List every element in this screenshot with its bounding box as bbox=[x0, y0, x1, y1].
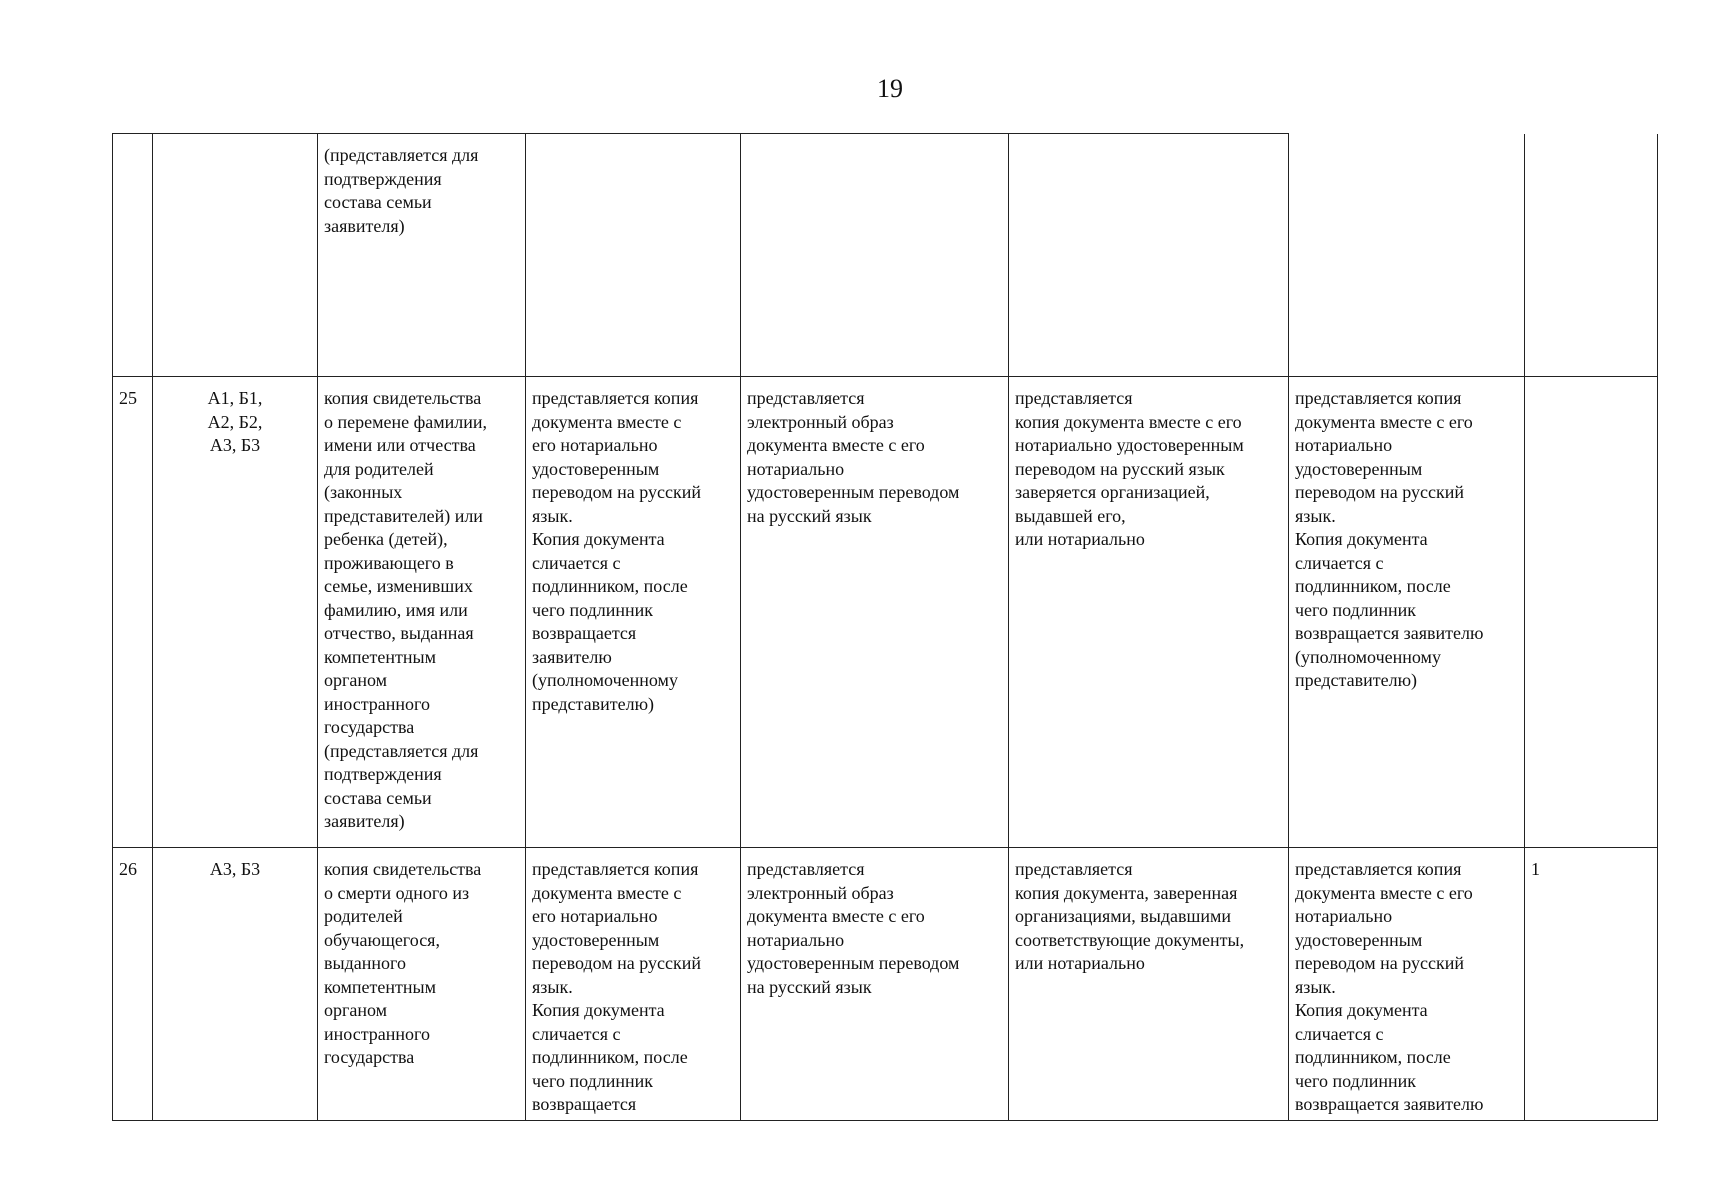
submission-mfc-cell bbox=[1289, 134, 1525, 377]
submission-in-person-cell bbox=[526, 134, 741, 377]
row-number-cell: 26 bbox=[113, 848, 153, 1121]
submission-mfc-cell: представляется копия документа вместе с его нотариально удостоверенным переводом на русский язык. Копия документа сличается с подлинником, после чего подлинник возвращается заявителю (уполномоченному представителю) bbox=[1289, 377, 1525, 848]
row-number-cell bbox=[113, 134, 153, 377]
submission-post-cell bbox=[1009, 134, 1289, 377]
quantity-cell bbox=[1525, 134, 1658, 377]
document-cell: (представляется для подтверждения состава семьи заявителя) bbox=[318, 134, 526, 377]
submission-electronic-cell bbox=[741, 134, 1009, 377]
requirements-table bbox=[112, 133, 1658, 1121]
submission-in-person-cell: представляется копия документа вместе с его нотариально удостоверенным переводом на русский язык. Копия документа сличается с подлинником, после чего подлинник возвращается заявителю (уполномоченному представителю) bbox=[526, 377, 741, 848]
page-number: 19 bbox=[877, 74, 903, 103]
quantity-cell: 1 bbox=[1525, 848, 1658, 1121]
table-row bbox=[113, 377, 1658, 848]
quantity-cell bbox=[1525, 377, 1658, 848]
submission-in-person-cell: представляется копия документа вместе с его нотариально удостоверенным переводом на русский язык. Копия документа сличается с подлинником, после чего подлинник возвращается bbox=[526, 848, 741, 1121]
document-cell: копия свидетельства о смерти одного из родителей обучающегося, выданного компетентным органом иностранного государства bbox=[318, 848, 526, 1121]
submission-electronic-cell: представляется электронный образ документа вместе с его нотариально удостоверенным переводом на русский язык bbox=[741, 377, 1009, 848]
row-number-cell: 25 bbox=[113, 377, 153, 848]
categories-cell bbox=[153, 134, 318, 377]
submission-post-cell: представляется копия документа, заверенная организациями, выдавшими соответствующие документы, или нотариально bbox=[1009, 848, 1289, 1121]
submission-electronic-cell: представляется электронный образ документа вместе с его нотариально удостоверенным переводом на русский язык bbox=[741, 848, 1009, 1121]
submission-post-cell: представляется копия документа вместе с его нотариально удостоверенным переводом на русский язык заверяется организацией, выдавшей его, или нотариально bbox=[1009, 377, 1289, 848]
document-cell: копия свидетельства о перемене фамилии, имени или отчества для родителей (законных представителей) или ребенка (детей), проживающего в семье, изменивших фамилию, имя или отчество, выданная компетентным органом иностранного государства (представляется для подтверждения состава семьи заявителя) bbox=[318, 377, 526, 848]
categories-cell: А1, Б1, А2, Б2, А3, Б3 bbox=[153, 377, 318, 848]
categories-cell: А3, Б3 bbox=[153, 848, 318, 1121]
table-row bbox=[113, 134, 1658, 377]
submission-mfc-cell: представляется копия документа вместе с его нотариально удостоверенным переводом на русский язык. Копия документа сличается с подлинником, после чего подлинник возвращается заявителю bbox=[1289, 848, 1525, 1121]
table-row bbox=[113, 848, 1658, 1121]
